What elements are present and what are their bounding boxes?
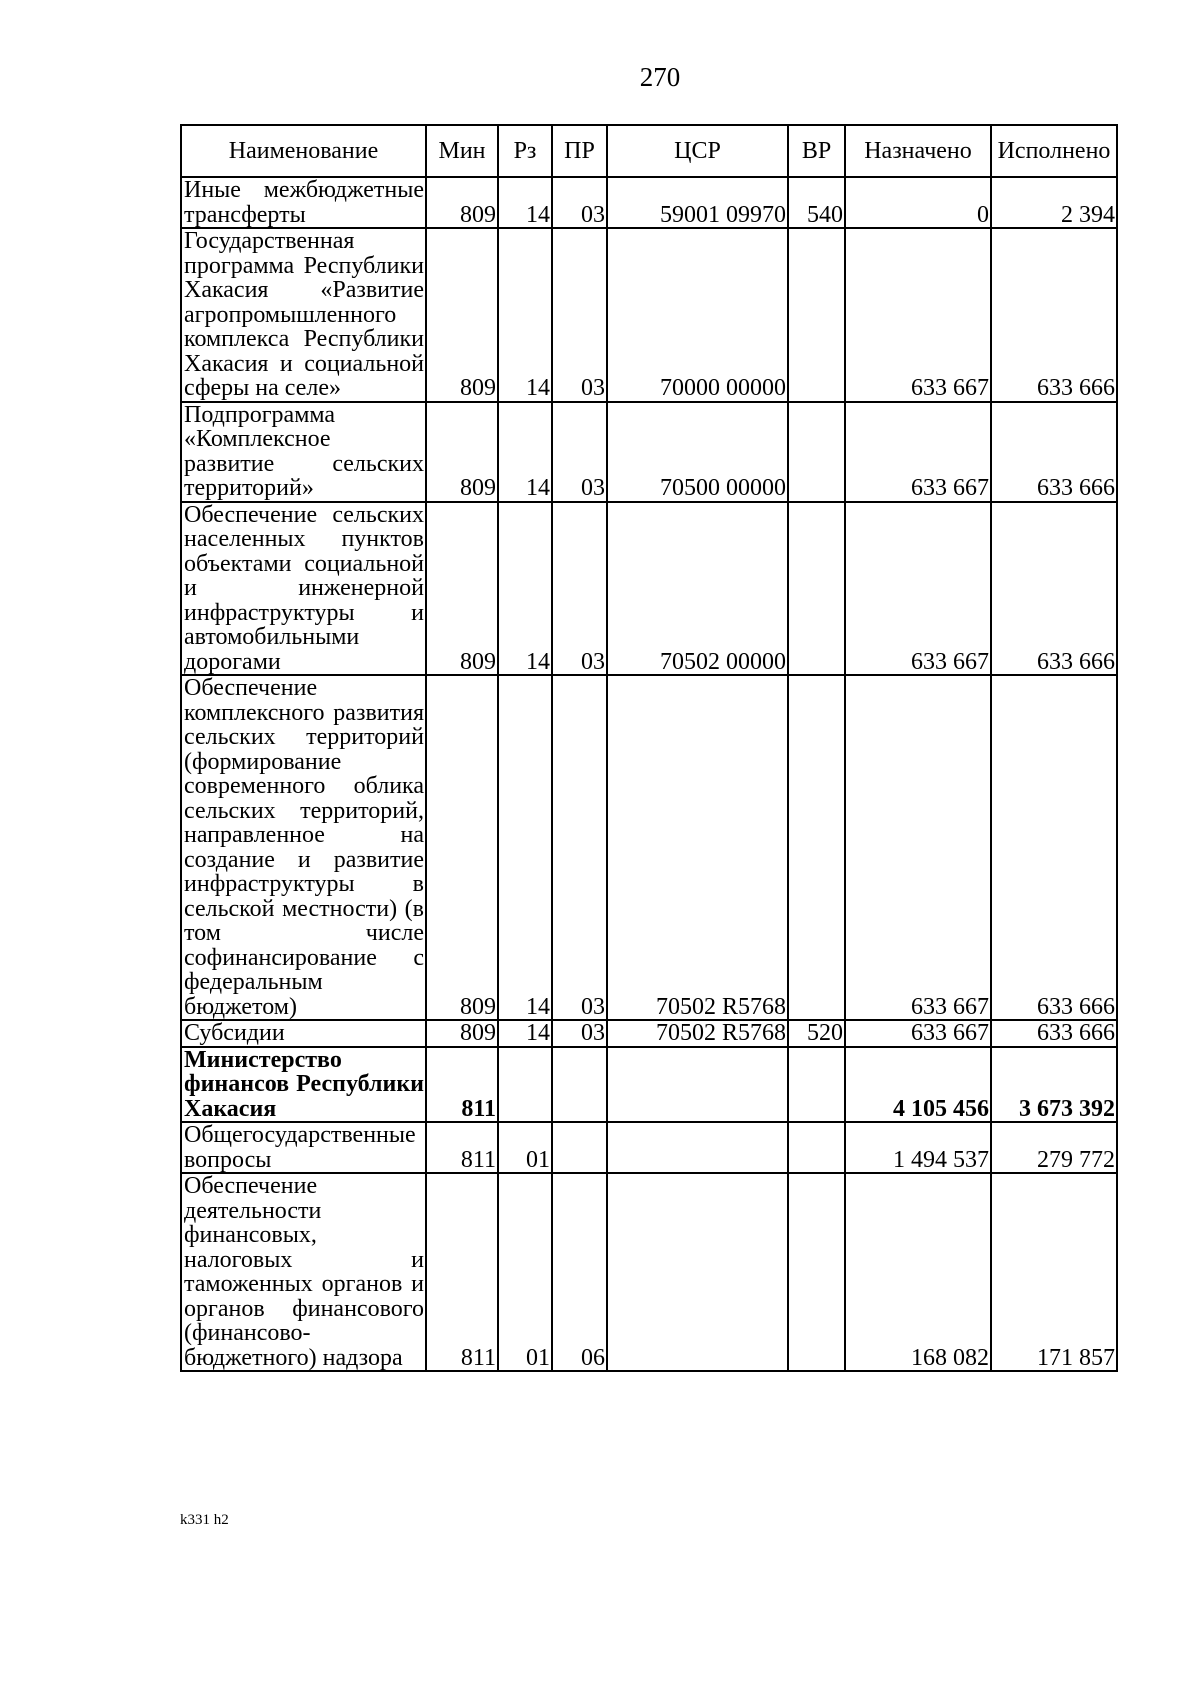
header-executed: Исполнено [991, 125, 1117, 177]
row-vr [788, 502, 845, 676]
row-pr: 03 [552, 1020, 607, 1047]
table-row [181, 228, 1117, 402]
row-assigned: 633 667 [845, 228, 991, 402]
table-row [181, 1122, 1117, 1173]
row-name: Подпрограмма «Комплексное развитие сельских территорий» [181, 402, 426, 502]
row-vr [788, 228, 845, 402]
row-executed: 171 857 [991, 1173, 1117, 1371]
header-vr: ВР [788, 125, 845, 177]
document-code: k331 h2 [180, 1512, 229, 1528]
row-executed: 279 772 [991, 1122, 1117, 1173]
row-rz: 01 [498, 1122, 552, 1173]
table-header-row [181, 125, 1117, 177]
header-assigned: Назначено [845, 125, 991, 177]
header-min: Мин [426, 125, 498, 177]
row-rz: 14 [498, 402, 552, 502]
row-csr: 70502 00000 [607, 502, 788, 676]
row-min: 809 [426, 1020, 498, 1047]
row-pr [552, 1047, 607, 1123]
row-min: 809 [426, 502, 498, 676]
row-executed: 633 666 [991, 402, 1117, 502]
table-row [181, 675, 1117, 1020]
row-csr: 70000 00000 [607, 228, 788, 402]
row-assigned: 633 667 [845, 402, 991, 502]
row-csr: 70500 00000 [607, 402, 788, 502]
page-number: 270 [639, 62, 681, 92]
row-pr: 03 [552, 675, 607, 1020]
row-rz: 01 [498, 1173, 552, 1371]
row-name: Обеспечение сельских населенных пунктов объектами социальной и инженерной инфраструктуры и автомобильными дорогами [181, 502, 426, 676]
row-name: Министерство финансов Республики Хакасия [181, 1047, 426, 1123]
row-vr [788, 675, 845, 1020]
table-row [181, 1173, 1117, 1371]
row-assigned: 4 105 456 [845, 1047, 991, 1123]
row-assigned: 633 667 [845, 1020, 991, 1047]
row-rz: 14 [498, 502, 552, 676]
row-assigned: 633 667 [845, 675, 991, 1020]
row-csr [607, 1122, 788, 1173]
row-name: Общегосударственные вопросы [181, 1122, 426, 1173]
row-pr: 03 [552, 228, 607, 402]
header-pr: ПР [552, 125, 607, 177]
table-row [181, 502, 1117, 676]
row-min: 811 [426, 1122, 498, 1173]
row-rz: 14 [498, 228, 552, 402]
row-name: Обеспечение деятельности финансовых, налоговых и таможенных органов и органов финансового (финансово-бюджетного) надзора [181, 1173, 426, 1371]
table-row [181, 1047, 1117, 1123]
row-min: 809 [426, 402, 498, 502]
row-rz: 14 [498, 1020, 552, 1047]
table-row [181, 177, 1117, 228]
row-name: Государственная программа Республики Хакасия «Развитие агропромышленного комплекса Республики Хакасия и социальной сферы на селе» [181, 228, 426, 402]
row-assigned: 168 082 [845, 1173, 991, 1371]
row-vr [788, 1173, 845, 1371]
row-executed: 633 666 [991, 502, 1117, 676]
row-min: 811 [426, 1173, 498, 1371]
row-pr: 03 [552, 502, 607, 676]
header-csr: ЦСР [607, 125, 788, 177]
header-rz: Рз [498, 125, 552, 177]
row-rz [498, 1047, 552, 1123]
row-executed: 633 666 [991, 228, 1117, 402]
row-min: 809 [426, 228, 498, 402]
table-row [181, 402, 1117, 502]
row-vr [788, 402, 845, 502]
row-min: 809 [426, 675, 498, 1020]
row-pr: 03 [552, 402, 607, 502]
row-rz: 14 [498, 675, 552, 1020]
row-name: Обеспечение комплексного развития сельских территорий (формирование современного облика сельских территорий, направленное на создание и развитие инфраструктуры в сельской местности) (в том числе софинансирование с федеральным бюджетом) [181, 675, 426, 1020]
row-min: 811 [426, 1047, 498, 1123]
row-assigned: 633 667 [845, 502, 991, 676]
row-vr: 520 [788, 1020, 845, 1047]
row-vr [788, 1122, 845, 1173]
row-assigned: 0 [845, 177, 991, 228]
row-min: 809 [426, 177, 498, 228]
row-csr [607, 1047, 788, 1123]
row-pr: 03 [552, 177, 607, 228]
row-executed: 633 666 [991, 675, 1117, 1020]
row-name: Субсидии [181, 1020, 426, 1047]
row-vr: 540 [788, 177, 845, 228]
row-pr: 06 [552, 1173, 607, 1371]
row-pr [552, 1122, 607, 1173]
row-executed: 633 666 [991, 1020, 1117, 1047]
budget-table [180, 124, 1118, 1372]
row-name: Иные межбюджетные трансферты [181, 177, 426, 228]
row-csr: 70502 R5768 [607, 675, 788, 1020]
header-name: Наименование [181, 125, 426, 177]
row-rz: 14 [498, 177, 552, 228]
table-row [181, 1020, 1117, 1047]
row-csr: 70502 R5768 [607, 1020, 788, 1047]
row-csr [607, 1173, 788, 1371]
row-assigned: 1 494 537 [845, 1122, 991, 1173]
row-vr [788, 1047, 845, 1123]
row-executed: 2 394 [991, 177, 1117, 228]
row-executed: 3 673 392 [991, 1047, 1117, 1123]
row-csr: 59001 09970 [607, 177, 788, 228]
